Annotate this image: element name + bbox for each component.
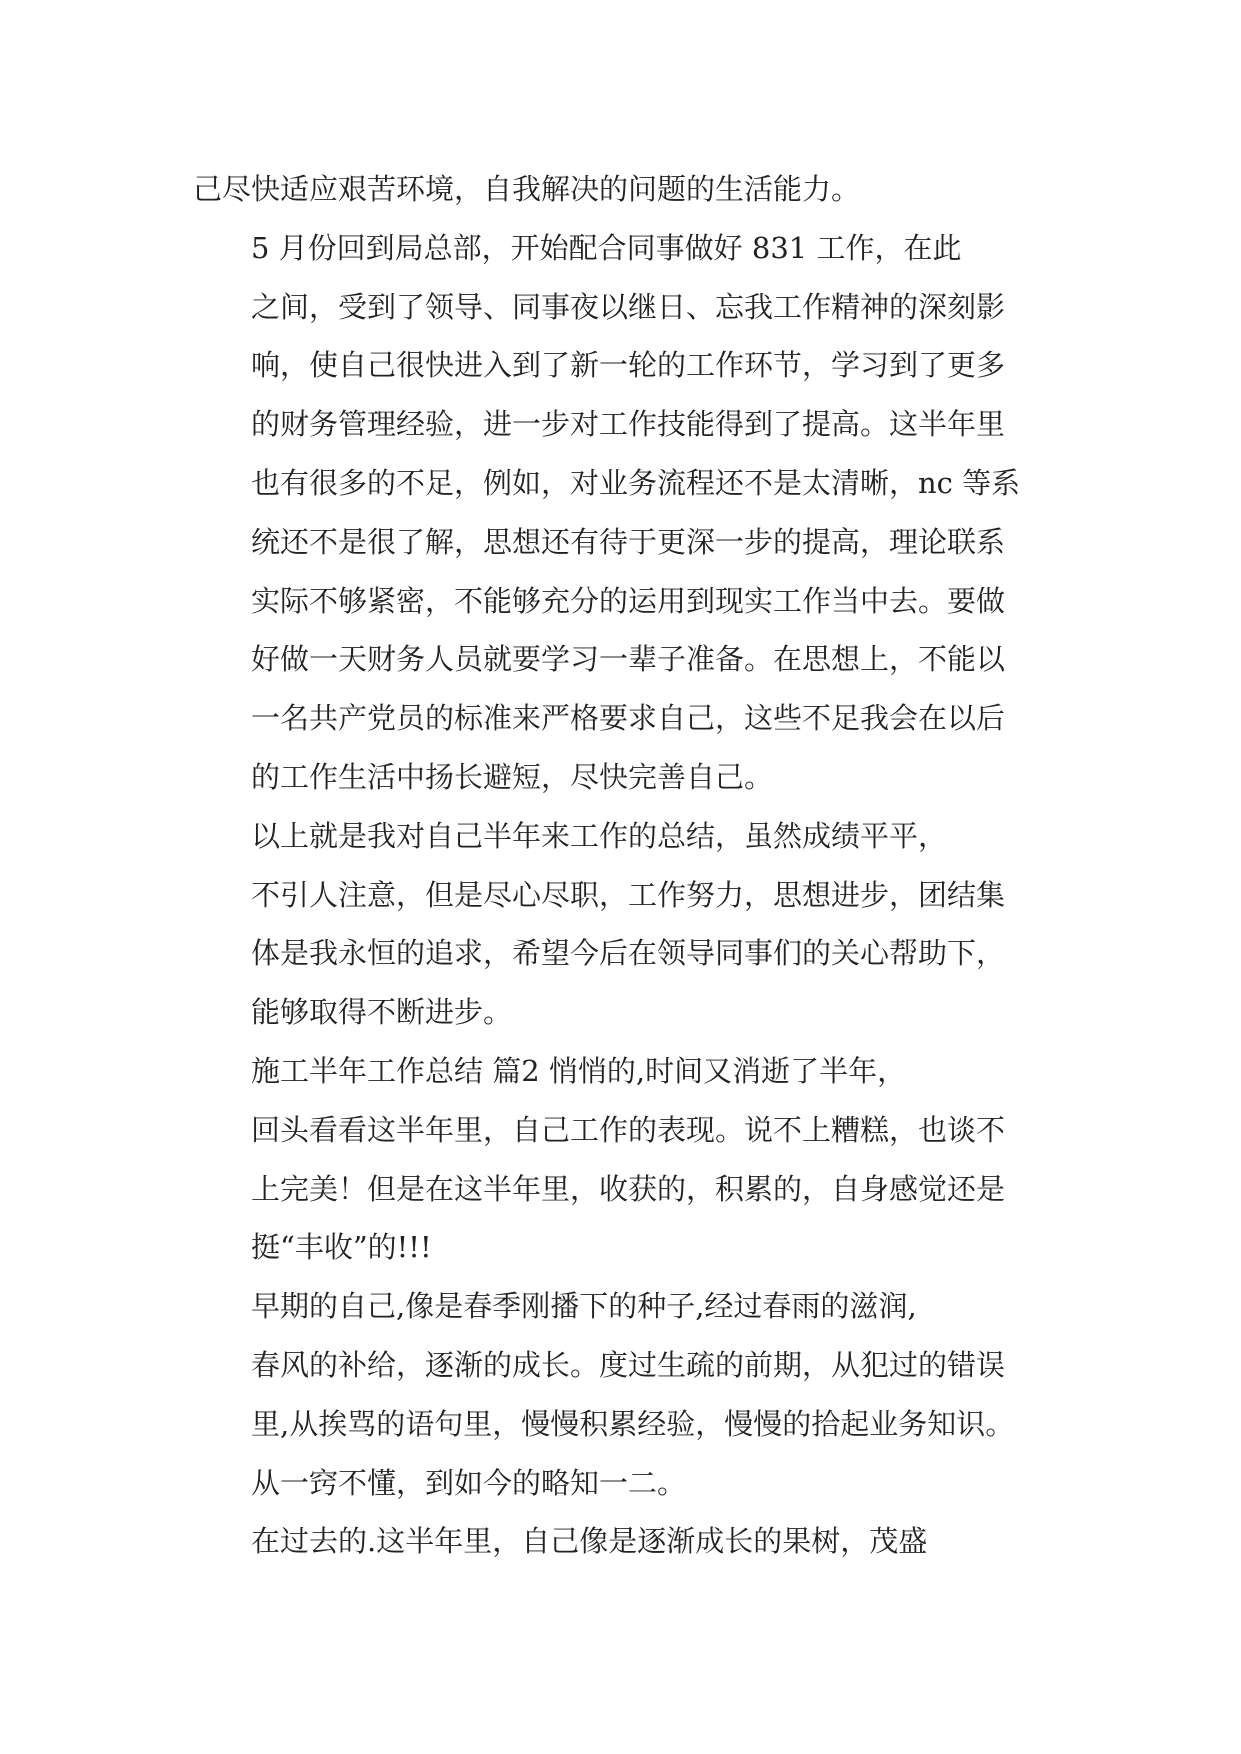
- text-line: 5 月份回到局总部，开始配合同事做好 831 工作，在此: [251, 230, 962, 265]
- paragraph: [193, 160, 1063, 219]
- text-line: 的工作生活中扬长避短，尽快完善自己。: [251, 759, 774, 794]
- text-line: 一名共产党员的标准来严格要求自己，这些不足我会在以后: [251, 701, 1006, 736]
- paragraph: [193, 219, 1063, 807]
- paragraph: [193, 1512, 1063, 1571]
- document-body: [193, 160, 1063, 1571]
- text-line: 春风的补给，逐渐的成长。度过生疏的前期，从犯过的错误: [251, 1347, 1006, 1382]
- text-line: 己尽快适应艰苦环境，自我解决的问题的生活能力。: [193, 172, 861, 206]
- text-line: 在过去的.这半年里，自己像是逐渐成长的果树，茂盛: [251, 1524, 928, 1559]
- text-line: 体是我永恒的追求，希望今后在领导同事们的关心帮助下，: [251, 936, 1006, 971]
- text-line: 施工半年工作总结 篇2 悄悄的,时间又消逝了半年，: [251, 1053, 907, 1088]
- text-line: 好做一天财务人员就要学习一辈子准备。在思想上，不能以: [251, 642, 1006, 677]
- text-line: 响，使自己很快进入到了新一轮的工作环节，学习到了更多: [251, 348, 1006, 383]
- paragraph: [193, 807, 1063, 1042]
- text-line: 从一窍不懂，到如今的略知一二。: [251, 1465, 687, 1500]
- text-line: 也有很多的不足，例如，对业务流程还不是太清晰，nc 等系: [251, 465, 1021, 500]
- text-line: 以上就是我对自己半年来工作的总结，虽然成绩平平，: [251, 818, 948, 853]
- text-line: 早期的自己,像是春季刚播下的种子,经过春雨的滋润,: [251, 1289, 917, 1324]
- text-line: 统还不是很了解，思想还有待于更深一步的提高，理论联系: [251, 524, 1006, 559]
- text-line: 能够取得不断进步。: [251, 995, 513, 1030]
- text-line: 挺“丰收”的!!!: [251, 1230, 432, 1265]
- text-line: 的财务管理经验，进一步对工作技能得到了提高。这半年里: [251, 407, 1006, 442]
- text-line: 上完美！但是在这半年里，收获的，积累的，自身感觉还是: [251, 1171, 1006, 1206]
- text-line: 回头看看这半年里，自己工作的表现。说不上糟糕，也谈不: [251, 1112, 1006, 1147]
- paragraph: [193, 1277, 1063, 1512]
- text-line: 实际不够紧密，不能够充分的运用到现实工作当中去。要做: [251, 583, 1006, 618]
- text-line: 之间，受到了领导、同事夜以继日、忘我工作精神的深刻影: [251, 289, 1006, 324]
- text-line: 不引人注意，但是尽心尽职，工作努力，思想进步，团结集: [251, 877, 1006, 912]
- paragraph: [193, 1042, 1063, 1277]
- text-line: 里,从挨骂的语句里，慢慢积累经验，慢慢的拾起业务知识。: [251, 1406, 1015, 1441]
